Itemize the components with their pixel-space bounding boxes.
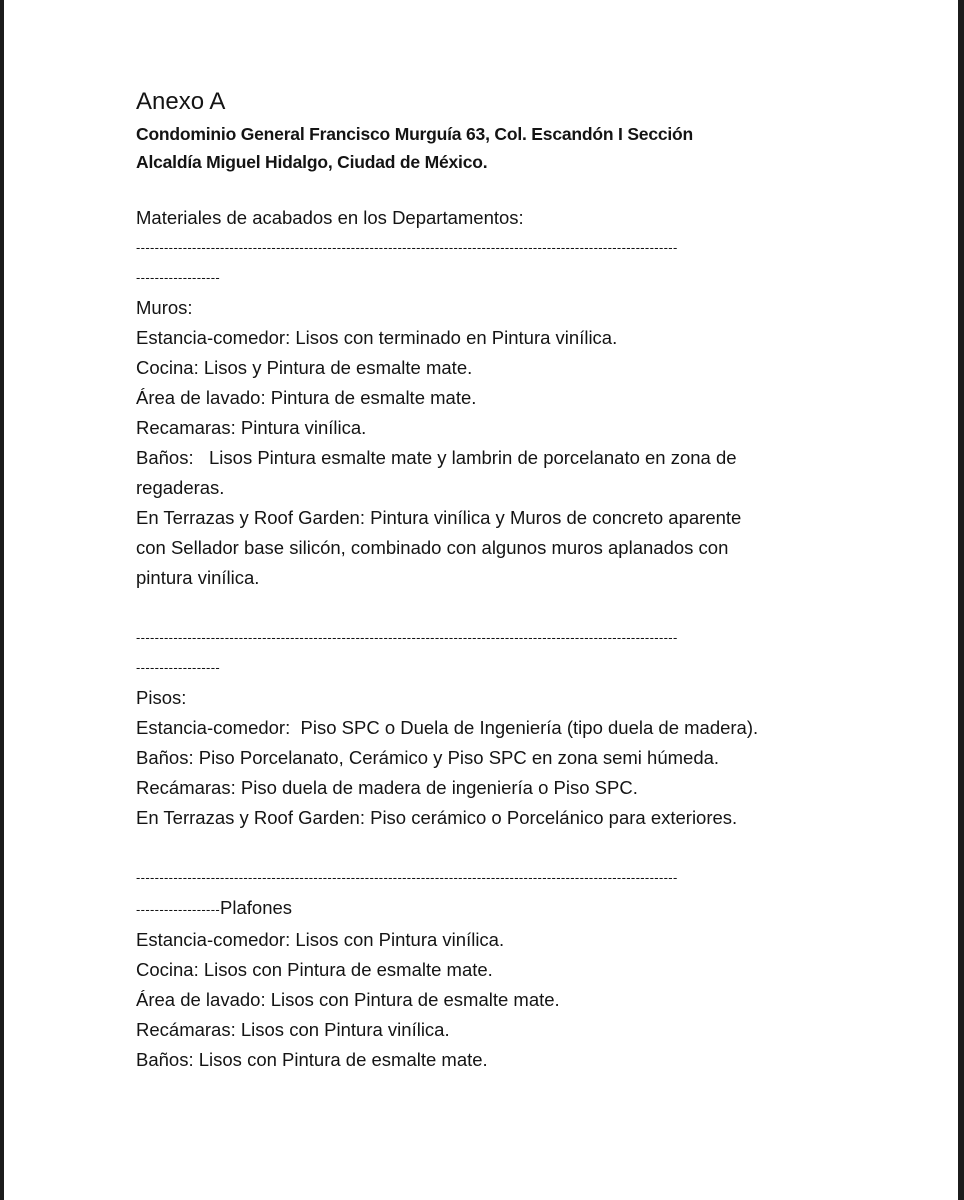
section-heading-plafones-row [136,893,836,925]
section-heading-pisos: Pisos: [136,687,187,708]
section-plafones [136,893,836,1075]
address-line-2: Alcaldía Miguel Hidalgo, Ciudad de México. [136,152,488,172]
muros-item: Baños: Lisos Pintura esmalte mate y lambrin de porcelanato en zona de [136,447,737,468]
divider-line-continuation: ------------------ [136,270,221,285]
divider-line: -------------------------------------------------------------------------------------------------------------------- [136,870,678,885]
muros-item: pintura vinílica. [136,567,260,588]
divider-line: -------------------------------------------------------------------------------------------------------------------- [136,630,678,645]
section-pisos [136,683,836,833]
section-heading-plafones: Plafones [220,897,293,918]
plafones-item: Recámaras: Lisos con Pintura vinílica. [136,1019,450,1040]
plafones-item: Baños: Lisos con Pintura de esmalte mate. [136,1049,488,1070]
pisos-item: Baños: Piso Porcelanato, Cerámico y Piso SPC en zona semi húmeda. [136,747,720,768]
pisos-item: En Terrazas y Roof Garden: Piso cerámico o Porcelánico para exteriores. [136,807,738,828]
divider-line-continuation: ------------------ [136,660,221,675]
muros-item: regaderas. [136,477,225,498]
intro-text: Materiales de acabados en los Departamentos: [136,207,524,228]
muros-item: Cocina: Lisos y Pintura de esmalte mate. [136,357,473,378]
muros-item: En Terrazas y Roof Garden: Pintura vinílica y Muros de concreto aparente [136,507,742,528]
document-body [136,84,836,1075]
section-heading-muros: Muros: [136,297,193,318]
plafones-item: Área de lavado: Lisos con Pintura de esmalte mate. [136,989,560,1010]
pisos-item: Estancia-comedor: Piso SPC o Duela de Ingeniería (tipo duela de madera). [136,717,759,738]
section-muros [136,293,836,593]
muros-item: con Sellador base silicón, combinado con algunos muros aplanados con [136,537,729,558]
document-page [4,0,958,1200]
muros-item: Recamaras: Pintura vinílica. [136,417,367,438]
plafones-item: Cocina: Lisos con Pintura de esmalte mate. [136,959,493,980]
address-line-1: Condominio General Francisco Murguía 63, Col. Escandón I Sección [136,124,694,144]
divider-line: -------------------------------------------------------------------------------------------------------------------- [136,240,678,255]
muros-item: Área de lavado: Pintura de esmalte mate. [136,387,477,408]
document-title: Anexo A [136,88,226,115]
blank-line [136,833,836,863]
blank-line [136,593,836,623]
divider-line-continuation: ------------------ [136,902,221,917]
muros-item: Estancia-comedor: Lisos con terminado en Pintura vinílica. [136,327,618,348]
plafones-item: Estancia-comedor: Lisos con Pintura vinílica. [136,929,505,950]
pisos-item: Recámaras: Piso duela de madera de ingeniería o Piso SPC. [136,777,638,798]
